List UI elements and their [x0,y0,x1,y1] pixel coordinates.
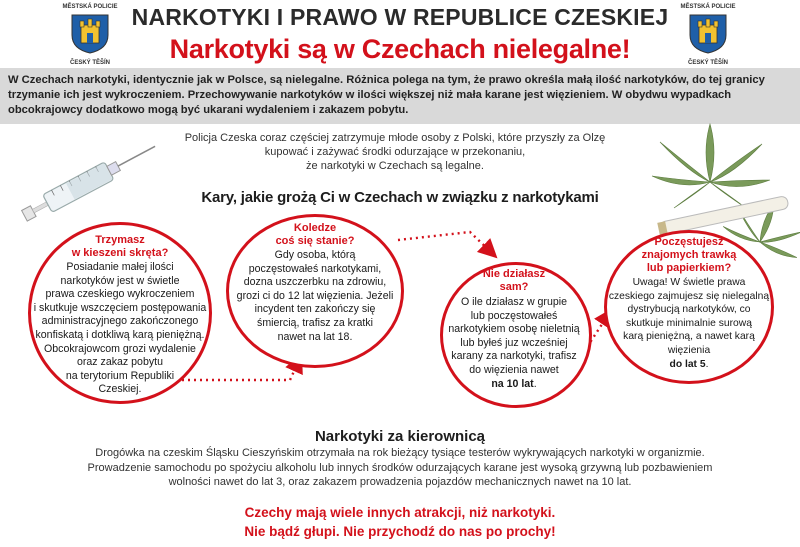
crest-right-bottom: ČESKÝ TĚŠÍN [687,60,728,66]
bubble-2-line: poczęstowałeś narkotykami, [248,262,382,275]
bubble-4-strong-line [604,358,774,372]
bubble-4-title-2: znajomych trawką [641,249,737,261]
bubble-4-line: więzienia [667,344,711,356]
bubble-1-line: na terytorium Republiki [65,369,175,382]
bubble-3-line: lub poczęstowałeś [470,309,558,322]
bubble-1-line: i skutkuje wszczęciem postępowania [33,301,207,314]
bubble-1-line: oraz zakaz pobytu [77,356,163,369]
bubble-2-line: śmiercią, trafisz za kratki [257,316,373,329]
lead-line-2: kupować i zażywać środki odurzające w przekonaniu, [264,146,526,158]
bubble-3-title-2: sam? [499,281,529,293]
bubble-2-line: incydent ten zakończy się [254,303,376,316]
driving-line-1: Drogówka na czeskim Śląsku Cieszyńskim otrzymała na rok bieżący tysiące testerów wykrywających narkotyki w organizmie. [95,447,705,459]
bubble-friend-harm-content [226,222,404,344]
bubble-1-line: Obcokrajowcom grozi wydalenie [44,342,196,355]
crest-left-bottom: ČESKÝ TĚŠÍN [69,60,110,66]
bubble-3-line: lub byłeś juz wcześniej [460,336,568,349]
page-subtitle: Narkotyki są w Czechach nielegalne! [169,34,631,64]
bubble-group-action-content [436,268,592,391]
bubble-4-line: czeskiego zajmujesz się nielegalną [608,290,770,302]
bubble-1-line: Czeskiej. [98,383,142,396]
bubble-2-title-1: Koledze [293,222,337,234]
bubble-3-title-1: Nie działasz [482,268,546,280]
bubble-1-title-2: w kieszeni skręta? [71,247,169,259]
bubble-4-line: skutkuje minimalnie surową [626,317,752,329]
bubble-3-strong-line [436,378,592,392]
bubble-2-line: nawet na lat 18. [277,330,353,343]
bubble-4-title-3: lub papierkiem? [646,262,732,274]
page-title: NARKOTYKI I PRAWO W REPUBLICE CZESKIEJ [131,4,669,30]
closing-line-2: Nie bądź głupi. Nie przychodź do nas po prochy! [244,524,556,539]
bubble-3-line: O ile działasz w grupie [461,296,567,308]
lead-line-3: że narkotyki w Czechach są legalne. [306,160,484,172]
bubble-1-line: prawa czeskiego wykroczeniem [45,288,195,301]
bubble-2-line: dozna uszczerbku na zdrowiu, [243,276,387,289]
bubble-1-line: Posiadanie małej ilości [66,261,174,273]
bubble-4-strong: do lat 5 [669,358,706,370]
arrow-2-3 [398,232,494,255]
bubble-1-title-1: Trzymasz [95,234,145,246]
bubble-4-line: Uwaga! W świetle prawa [632,277,746,288]
bubble-1-line: konfiskatą i dotkliwą karą pieniężną. [35,328,205,341]
bubble-4-title-1: Poczęstujesz [654,236,724,248]
bubble-1-line: administracyjnego zakończonego [41,315,199,328]
driving-line-3: wolności nawet do lat 3, oraz zakazem prowadzenia pojazdów mechanicznych nawet na 10 lat. [168,476,632,488]
bubble-4-line: dystrybucją narkotyków, co [627,304,751,316]
bubble-1-line: narkotyków jest w świetle [60,274,180,287]
bubble-pocket-joint-content [28,234,212,397]
driving-heading: Narkotyki za kierownicą [314,428,486,445]
bubble-3-strong: na 10 lat [491,377,534,390]
closing-line-1: Czechy mają wiele innych atrakcji, niż narkotyki. [244,505,556,520]
driving-text [60,446,740,490]
bubble-3-line: do więzienia nawet [469,363,559,376]
bubble-2-line: grozi ci do 12 lat więzienia. Jeżeli [236,289,394,302]
lead-line-1: Policja Czeska coraz częściej zatrzymuje młode osoby z Polski, które przyszły za Olzę [184,132,606,144]
bubble-3-line: karany za narkotyki, trafisz [451,350,577,363]
crest-right-top: MĚSTSKÁ POLICIE [680,4,736,10]
bubble-sharing-content [604,236,774,371]
bubble-3-line: narkotykiem osobę nieletnią [448,323,580,336]
intro-text: W Czechach narkotyki, identycznie jak w Polsce, są nielegalne. Różnica polega na tym, że prawo określa małą ilość narkotyków, do tej granicy trzymanie ich jest wykroczeniem. Przechowywanie narkotyków w ilości większej niż mała karane jest więzieniem. W obydwu wypadkach obcokrajowcy dodatkowo mogą być ukarani wydaleniem i zakazem pobytu. [8,74,765,116]
bubble-4-strong-suffix: . [705,358,709,370]
penalties-heading: Kary, jakie grożą Ci w Czechach w związku z narkotykami [201,189,599,206]
bubble-2-title-2: coś się stanie? [275,235,355,247]
bubble-3-strong-suffix: . [533,377,537,390]
crest-left-top: MĚSTSKÁ POLICIE [62,4,118,10]
bubble-2-line: Gdy osoba, którą [274,249,356,261]
driving-line-2: Prowadzenie samochodu po spożyciu alkoholu lub innych środków odurzających karane jest wysoką grzywną lub pozbawieniem [87,461,713,474]
bubble-4-line: karą pieniężną, a nawet karą [623,331,755,343]
